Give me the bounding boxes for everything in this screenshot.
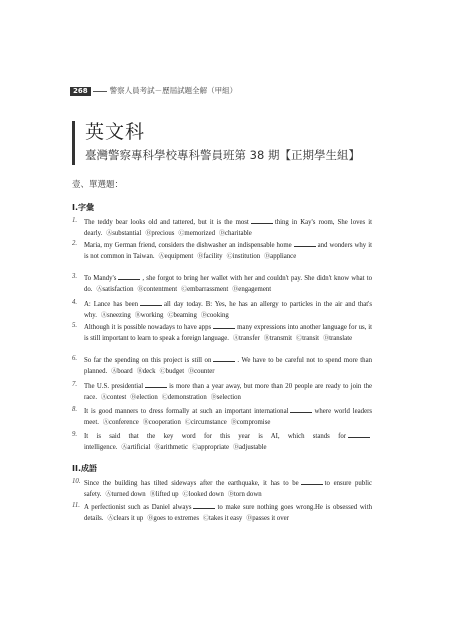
option-letter: Ⓐ — [106, 229, 113, 237]
question-text-after-blank: where world leaders meet. — [84, 408, 373, 426]
answer-blank — [140, 298, 162, 306]
option-letter: Ⓑ — [147, 514, 154, 522]
option-text: transmit — [269, 334, 293, 342]
question — [72, 321, 372, 344]
option-text: goes to extremes — [153, 514, 199, 522]
question-body — [84, 501, 372, 524]
option-text: circumstance — [190, 418, 227, 426]
question-text-after-blank: is more than a year away, but more than 20 people are ready to join the race. — [84, 383, 372, 401]
answer-option — [323, 335, 352, 342]
option-letter: Ⓓ — [188, 367, 195, 375]
option-text: beaming — [173, 311, 197, 319]
option-letter: Ⓐ — [107, 514, 114, 522]
question — [72, 298, 372, 321]
question-text-before-blank: So far the spending on this project is still on — [84, 357, 212, 364]
option-text: takes it easy — [209, 514, 243, 522]
answer-option — [183, 491, 224, 498]
answer-option — [159, 253, 194, 260]
option-text: passes it over — [252, 514, 289, 522]
question-body — [84, 216, 372, 239]
subject-title: 英文科 — [85, 121, 146, 143]
question — [72, 272, 372, 295]
option-letter: Ⓓ — [232, 285, 239, 293]
option-letter: Ⓓ — [323, 334, 330, 342]
question-text-after-blank: all day today. B: Yes, he has an allergy to particles in the air and that's why. — [84, 301, 373, 319]
answer-option — [101, 312, 131, 319]
answer-option — [130, 394, 158, 401]
option-letter: Ⓑ — [134, 311, 141, 319]
question-body — [84, 239, 372, 262]
exam-name: 臺灣警察專科學校專科警員班第 38 期【正期學生組】 — [85, 148, 360, 162]
option-text: selection — [216, 393, 241, 401]
question-body — [84, 272, 372, 295]
answer-option — [185, 419, 227, 426]
option-text: board — [117, 367, 133, 375]
answer-option — [232, 286, 271, 293]
option-letter: Ⓑ — [154, 443, 161, 451]
option-text: engagement — [238, 285, 272, 293]
answer-option — [233, 335, 260, 342]
answer-option — [97, 286, 134, 293]
option-text: translate — [329, 334, 353, 342]
option-text: conference — [108, 418, 139, 426]
question-text-after-blank: , she forgot to bring her wallet with her and couldn't pay. She didn't know what to do. — [84, 275, 373, 293]
question-body — [84, 321, 372, 344]
question-body — [84, 298, 372, 321]
answer-option — [264, 335, 292, 342]
option-text: adjustable — [239, 443, 267, 451]
option-text: equipment — [164, 252, 194, 260]
question-text-after-blank: to ensure public safety. — [84, 480, 372, 498]
option-text: deck — [142, 367, 156, 375]
question-number: 7. — [72, 381, 78, 388]
option-text: contest — [107, 393, 127, 401]
question-number: 11. — [72, 502, 80, 509]
question-number: 3. — [72, 273, 78, 280]
question-text-before-blank: A perfectionist such as Daniel always — [84, 504, 192, 511]
answer-option — [231, 419, 271, 426]
answer-blank — [301, 477, 323, 485]
answer-blank — [213, 354, 235, 362]
option-letter: Ⓓ — [227, 490, 234, 498]
question-text-before-blank: Since the building has tilted sideways after the earthquake, it has to be — [84, 480, 299, 487]
option-letter: Ⓒ — [159, 367, 166, 375]
option-letter: Ⓓ — [246, 514, 253, 522]
option-letter: Ⓒ — [161, 393, 168, 401]
answer-option — [211, 394, 241, 401]
answer-option — [181, 286, 228, 293]
option-text: lifted up — [155, 490, 179, 498]
answer-option — [188, 368, 214, 375]
option-letter: Ⓒ — [167, 311, 174, 319]
answer-option — [264, 253, 296, 260]
question-body — [84, 405, 372, 428]
question-text-before-blank: The teddy bear looks old and tattered, but it is the most — [84, 219, 249, 226]
answer-option — [101, 394, 126, 401]
question — [72, 477, 372, 500]
option-letter: Ⓑ — [137, 285, 144, 293]
question — [72, 405, 372, 428]
option-letter: Ⓒ — [203, 514, 210, 522]
answer-blank — [294, 239, 316, 247]
question-number: 9. — [72, 431, 78, 438]
option-text: artificial — [127, 443, 151, 451]
answer-option — [147, 515, 199, 522]
answer-option — [227, 253, 261, 260]
option-text: arithmetic — [160, 443, 189, 451]
page-number: 268 — [70, 87, 91, 96]
answer-option — [160, 368, 185, 375]
answer-option — [197, 253, 222, 260]
option-text: memorized — [184, 229, 215, 237]
option-letter: Ⓐ — [105, 490, 112, 498]
answer-option — [135, 312, 164, 319]
question — [72, 354, 372, 377]
answer-option — [137, 286, 177, 293]
answer-option — [106, 230, 141, 237]
option-text: satisfaction — [102, 285, 134, 293]
option-letter: Ⓐ — [100, 311, 107, 319]
answer-blank — [193, 501, 215, 509]
answer-blank — [290, 405, 312, 413]
option-text: appropriate — [198, 443, 229, 451]
option-text: looked down — [188, 490, 224, 498]
answer-option — [201, 312, 229, 319]
question-text-after-blank: thing in Kay's room, She loves it dearly. — [84, 219, 372, 237]
question-text-before-blank: The U.S. presidential — [84, 383, 144, 390]
answer-option — [162, 394, 207, 401]
question — [72, 239, 372, 262]
option-letter: Ⓑ — [142, 418, 149, 426]
answer-option — [296, 335, 319, 342]
answer-option — [192, 444, 229, 451]
option-text: clears it up — [113, 514, 144, 522]
option-text: cooking — [206, 311, 229, 319]
question — [72, 216, 372, 239]
answer-option — [154, 444, 188, 451]
answer-option — [203, 515, 242, 522]
option-letter: Ⓓ — [230, 418, 237, 426]
option-text: transit — [302, 334, 320, 342]
question-text-before-blank: Maria, my German friend, considers the dishwasher an indispensable home — [84, 242, 292, 249]
question-body — [84, 380, 372, 403]
answer-option — [178, 230, 215, 237]
option-letter: Ⓐ — [96, 285, 103, 293]
option-letter: Ⓒ — [226, 252, 233, 260]
answer-blank — [118, 272, 140, 280]
option-letter: Ⓑ — [130, 393, 137, 401]
header-dash — [93, 91, 107, 92]
answer-blank — [348, 430, 370, 438]
answer-option — [145, 230, 174, 237]
answer-option — [228, 491, 262, 498]
question-body — [84, 354, 372, 377]
option-text: embarrassment — [187, 285, 229, 293]
option-letter: Ⓐ — [101, 393, 108, 401]
option-text: election — [136, 393, 158, 401]
option-text: contentment — [143, 285, 178, 293]
question-text-before-blank: It is said that the key word for this year is AI, which stands for — [84, 433, 346, 440]
answer-option — [111, 368, 133, 375]
option-letter: Ⓐ — [111, 367, 118, 375]
option-letter: Ⓓ — [200, 311, 207, 319]
section-heading-idioms: II.成語 — [72, 464, 97, 473]
answer-option — [143, 419, 181, 426]
question-number: 6. — [72, 355, 78, 362]
option-letter: Ⓐ — [102, 418, 109, 426]
option-letter: Ⓓ — [218, 229, 225, 237]
answer-blank — [251, 216, 273, 224]
option-letter: Ⓒ — [296, 334, 303, 342]
option-letter: Ⓑ — [145, 229, 152, 237]
option-letter: Ⓒ — [178, 229, 185, 237]
question-body — [84, 477, 372, 500]
option-letter: Ⓐ — [232, 334, 239, 342]
question-text-before-blank: It is good manners to dress formally at such an important international — [84, 408, 289, 415]
option-text: working — [140, 311, 164, 319]
option-text: charitable — [225, 229, 252, 237]
answer-blank — [213, 321, 235, 329]
question-text-after-blank: and wonders why it is not common in Taiwan. — [84, 242, 372, 260]
option-letter: Ⓒ — [184, 418, 191, 426]
answer-blank — [145, 380, 167, 388]
running-title: 警察人員考試－歷屆試題全解（甲組） — [109, 86, 238, 95]
question-number: 1. — [72, 217, 78, 224]
option-letter: Ⓐ — [121, 443, 128, 451]
question-number: 5. — [72, 322, 78, 329]
question-text-after-blank: many expressions into another language for us, it is still important to learn to speak a foreign language. — [84, 324, 372, 342]
answer-option — [150, 491, 179, 498]
option-letter: Ⓒ — [192, 443, 199, 451]
option-letter: Ⓐ — [158, 252, 165, 260]
answer-option — [246, 515, 289, 522]
option-letter: Ⓓ — [264, 252, 271, 260]
question — [72, 430, 372, 453]
option-text: demonstration — [167, 393, 207, 401]
running-header — [70, 86, 380, 96]
answer-option — [233, 444, 267, 451]
question-text-after-blank: intelligence. — [84, 443, 118, 451]
question-number: 4. — [72, 299, 78, 306]
option-text: appliance — [270, 252, 297, 260]
option-letter: Ⓓ — [210, 393, 217, 401]
answer-option — [219, 230, 252, 237]
question-number: 2. — [72, 240, 78, 247]
option-letter: Ⓒ — [182, 490, 189, 498]
question — [72, 501, 372, 524]
option-letter: Ⓒ — [181, 285, 188, 293]
answer-option — [107, 515, 143, 522]
option-text: budget — [165, 367, 185, 375]
option-text: turned down — [111, 490, 146, 498]
section-heading-vocabulary: I.字彙 — [72, 203, 95, 212]
option-text: institution — [232, 252, 261, 260]
title-block — [72, 121, 392, 165]
option-letter: Ⓓ — [233, 443, 240, 451]
answer-option — [167, 312, 196, 319]
question-body — [84, 430, 372, 453]
question-text-before-blank: A: Lance has been — [84, 301, 139, 308]
question-text-before-blank: Although it is possible nowadays to have apps — [84, 324, 212, 331]
option-letter: Ⓑ — [136, 367, 143, 375]
option-text: cooperation — [148, 418, 181, 426]
question-text-before-blank: To Mandy's — [84, 275, 117, 282]
option-text: sneezing — [106, 311, 131, 319]
answer-option — [137, 368, 156, 375]
answer-option — [106, 491, 146, 498]
part-label: 壹、單選題： — [72, 180, 124, 190]
option-letter: Ⓑ — [197, 252, 204, 260]
option-text: substantial — [112, 229, 142, 237]
option-text: transfer — [238, 334, 260, 342]
question — [72, 380, 372, 403]
option-text: torn down — [233, 490, 262, 498]
answer-option — [121, 444, 150, 451]
option-letter: Ⓑ — [263, 334, 270, 342]
answer-option — [103, 419, 139, 426]
option-text: compromise — [236, 418, 271, 426]
option-text: facility — [203, 252, 223, 260]
question-number: 10. — [72, 478, 81, 485]
option-letter: Ⓑ — [149, 490, 156, 498]
question-text-after-blank: . We have to be careful not to spend more than planned. — [84, 357, 372, 375]
question-number: 8. — [72, 406, 78, 413]
option-text: counter — [194, 367, 215, 375]
option-text: precious — [151, 229, 175, 237]
question-text-after-blank: to make sure nothing goes wrong.He is obsessed with details. — [84, 504, 372, 522]
